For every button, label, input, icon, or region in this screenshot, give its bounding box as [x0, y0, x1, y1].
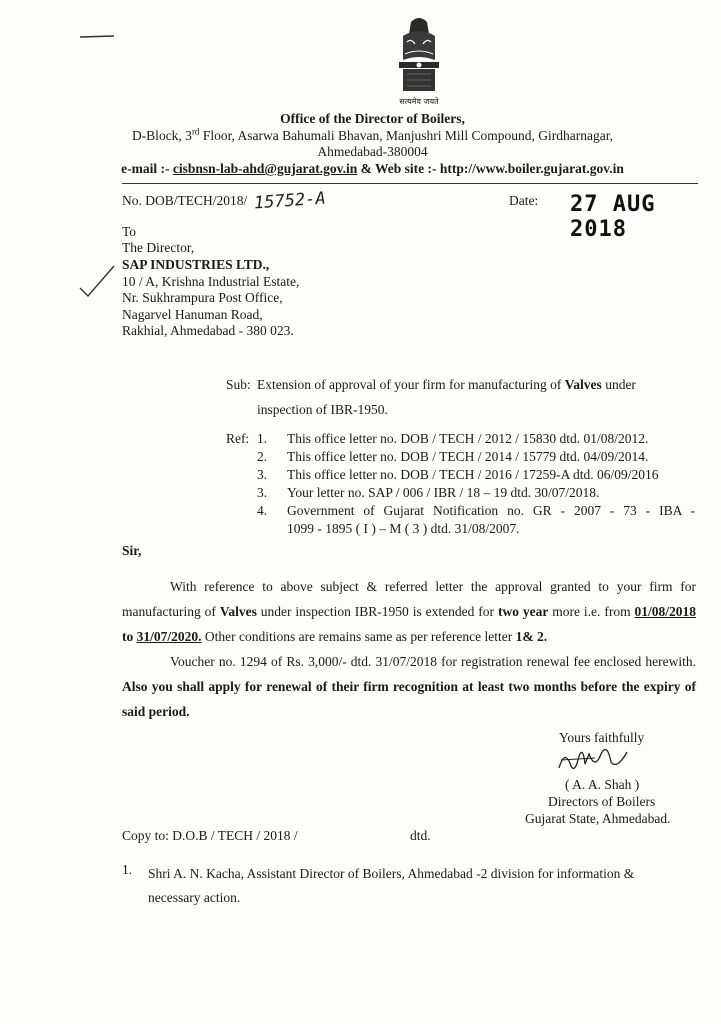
reference-item: This office letter no. DOB / TECH / 2012 / 15830 dtd. 01/08/2012.	[287, 431, 649, 446]
contact-line: e-mail :- cisbnsn-lab-ahd@gujarat.gov.in & Web site :- http://www.boiler.gujarat.gov.in	[121, 161, 624, 176]
recipient-title: The Director,	[122, 240, 195, 255]
copy-to-label: Copy to: D.O.B / TECH / 2018 /	[122, 828, 298, 843]
reference-item: Government of Gujarat Notification no. GR - 2007 - 73 - IBA -	[287, 503, 695, 518]
signatory-location: Gujarat State, Ahmedabad.	[525, 811, 671, 826]
subject-label: Sub:	[226, 377, 251, 392]
recipient-address-line: 10 / A, Krishna Industrial Estate,	[122, 274, 300, 289]
body-paragraph: Voucher no. 1294 of Rs. 3,000/- dtd. 31/07/2018 for registration renewal fee enclosed herewith. Also you shall apply for renewal of their firm recognition at least two months before the expiry of said period.	[122, 654, 696, 719]
salutation: Sir,	[122, 543, 142, 558]
office-city: Ahmedabad-380004	[317, 144, 428, 159]
office-address: D-Block, 3rd Floor, Asarwa Bahumali Bhavan, Manjushri Mill Compound, Girdharnagar,	[131, 126, 614, 143]
website-link[interactable]: http://www.boiler.gujarat.gov.in	[439, 161, 624, 176]
to-label: To	[122, 224, 137, 239]
subject-text-line2: inspection of IBR-1950.	[257, 402, 388, 417]
copy-to-date-label: dtd.	[410, 828, 431, 843]
letter-number-label: No. DOB/TECH/2018/	[122, 193, 248, 208]
signatory-designation: Directors of Boilers	[548, 794, 656, 809]
body-paragraph: With reference to above subject & referred letter the approval granted to your firm for manufacturing of Valves under inspection IBR-1950 is extended for two year more i.e. from 01/08/2018 to 31/07/2020. Other conditions are remains same as per reference letter 1& 2.	[122, 579, 697, 644]
letter-number-handwritten: 15752-A	[253, 188, 327, 214]
date-label: Date:	[509, 193, 539, 208]
recipient-address-line: Rakhial, Ahmedabad - 380 023.	[122, 323, 294, 338]
copy-to-item-number: 1.	[122, 862, 133, 877]
valid-to-date: 31/07/2020.	[136, 629, 202, 644]
reference-number: 3.	[257, 467, 268, 482]
email-link[interactable]: cisbnsn-lab-ahd@gujarat.gov.in	[172, 161, 358, 176]
reference-number: 4.	[257, 503, 268, 518]
emblem-motto: सत्यमेव जयते	[399, 97, 439, 106]
reference-item: Your letter no. SAP / 006 / IBR / 18 – 19 dtd. 30/07/2018.	[287, 485, 600, 500]
closing: Yours faithfully	[559, 730, 645, 745]
reference-number: 1.	[257, 431, 268, 446]
reference-item: This office letter no. DOB / TECH / 2014 / 15779 dtd. 04/09/2014.	[287, 449, 649, 464]
recipient-address-line: Nagarvel Hanuman Road,	[122, 307, 263, 322]
recipient-company: SAP INDUSTRIES LTD.,	[122, 257, 270, 272]
office-title: Office of the Director of Boilers,	[280, 111, 465, 126]
date-stamp: 27 AUG 2018	[570, 192, 656, 242]
copy-to-item: Shri A. N. Kacha, Assistant Director of Boilers, Ahmedabad -2 division for information & necessary action.	[148, 866, 635, 905]
reference-item-continued: 1099 - 1895 ( I ) – M ( 3 ) dtd. 31/08/2007.	[287, 521, 520, 536]
margin-pen-mark	[78, 34, 118, 40]
header-divider	[122, 183, 698, 184]
checkmark-icon	[78, 262, 118, 302]
recipient-address-line: Nr. Sukhrampura Post Office,	[122, 290, 283, 305]
reference-item: This office letter no. DOB / TECH / 2016 / 17259-A dtd. 06/09/2016	[287, 467, 659, 482]
references-label: Ref:	[226, 431, 250, 446]
signatory-name: ( A. A. Shah )	[565, 777, 640, 792]
signature-scribble	[555, 744, 635, 776]
national-emblem-icon	[389, 14, 449, 106]
subject-text: Extension of approval of your firm for manufacturing of Valves under	[257, 377, 636, 392]
reference-number: 2.	[257, 449, 268, 464]
valid-from-date: 01/08/2018	[634, 604, 697, 619]
reference-number: 3.	[257, 485, 268, 500]
